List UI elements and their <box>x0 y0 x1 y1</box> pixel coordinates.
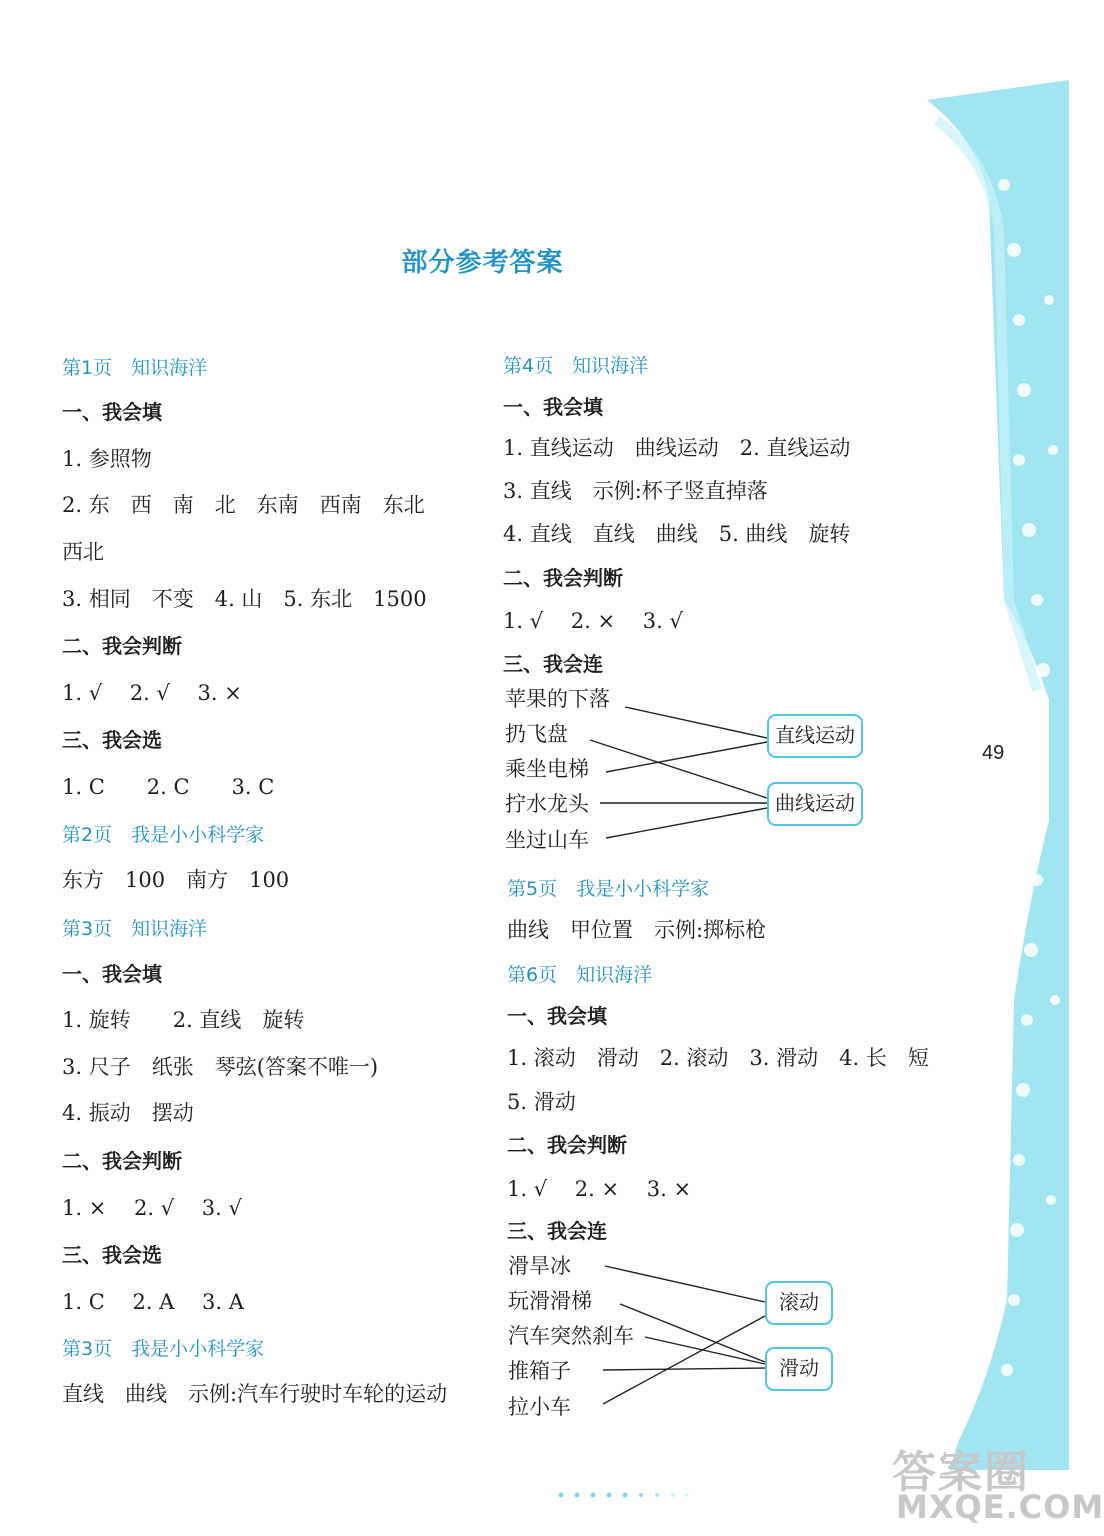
connect-item: 汽车突然刹车 <box>508 1324 634 1348</box>
answer-line: 1. √ 2. × 3. √ <box>503 609 683 633</box>
answer-line: 直线 曲线 示例:汽车行驶时车轮的运动 <box>62 1382 448 1406</box>
connect-item: 滑旱冰 <box>508 1254 571 1278</box>
answer-line: 1. √ 2. × 3. × <box>507 1177 692 1201</box>
section-title-p3b: 第3页 我是小小科学家 <box>62 1338 265 1360</box>
section-title-p5: 第5页 我是小小科学家 <box>507 878 710 900</box>
connect-box-sliding: 滑动 <box>765 1347 833 1391</box>
connect-item: 扔飞盘 <box>505 722 568 746</box>
answer-line: 1. 旋转 2. 直线 旋转 <box>62 1008 305 1032</box>
section-title-p2: 第2页 我是小小科学家 <box>62 824 265 846</box>
decorative-dots <box>555 1489 695 1501</box>
connect-heading: 三、我会连 <box>507 1219 607 1243</box>
answer-line: 4. 直线 直线 曲线 5. 曲线 旋转 <box>503 522 851 546</box>
choose-heading: 三、我会选 <box>62 728 162 752</box>
watermark-text: 答案圈 <box>892 1447 1030 1498</box>
choose-heading: 三、我会选 <box>62 1243 162 1267</box>
connect-item: 拧水龙头 <box>505 792 589 816</box>
answer-line: 1. 参照物 <box>62 447 152 471</box>
connect-box-rolling: 滚动 <box>765 1281 833 1325</box>
connect-item: 推箱子 <box>508 1359 571 1383</box>
answer-line: 5. 滑动 <box>507 1090 576 1114</box>
fill-heading: 一、我会填 <box>62 400 162 424</box>
answer-line: 1. C 2. A 3. A <box>62 1290 244 1314</box>
answer-line: 东方 100 南方 100 <box>62 868 290 892</box>
judge-heading: 二、我会判断 <box>503 566 623 590</box>
fill-heading: 一、我会填 <box>507 1004 607 1028</box>
fill-heading: 一、我会填 <box>503 395 603 419</box>
connect-heading: 三、我会连 <box>503 652 603 676</box>
answer-line: 3. 尺子 纸张 琴弦(答案不唯一) <box>62 1055 379 1079</box>
connect-box-straight: 直线运动 <box>767 714 863 758</box>
section-title-p3: 第3页 知识海洋 <box>62 918 208 940</box>
section-title-p1: 第1页 知识海洋 <box>62 357 208 379</box>
answer-line: 西北 <box>62 540 104 564</box>
answer-line: 1. 滚动 滑动 2. 滚动 3. 滑动 4. 长 短 <box>507 1046 929 1070</box>
answer-line: 2. 东 西 南 北 东南 西南 东北 <box>62 493 425 517</box>
connect-item: 玩滑滑梯 <box>508 1289 592 1313</box>
page-number: 49 <box>982 742 1005 764</box>
judge-heading: 二、我会判断 <box>62 1149 182 1173</box>
page-title: 部分参考答案 <box>401 248 564 278</box>
answer-line: 1. C 2. C 3. C <box>62 775 275 799</box>
answer-line: 1. √ 2. √ 3. × <box>62 681 242 705</box>
connect-item: 乘坐电梯 <box>505 757 589 781</box>
section-title-p4: 第4页 知识海洋 <box>503 355 649 377</box>
section-title-p6: 第6页 知识海洋 <box>507 964 653 986</box>
connect-item: 拉小车 <box>508 1395 571 1419</box>
fill-heading: 一、我会填 <box>62 962 162 986</box>
watermark-logo <box>892 1436 1104 1532</box>
connect-item: 苹果的下落 <box>505 687 610 711</box>
answer-line: 曲线 甲位置 示例:掷标枪 <box>507 918 767 942</box>
answer-line: 3. 直线 示例:杯子竖直掉落 <box>503 479 768 503</box>
answer-line: 1. 直线运动 曲线运动 2. 直线运动 <box>503 436 851 460</box>
connect-box-curve: 曲线运动 <box>767 782 863 826</box>
answer-line: 3. 相同 不变 4. 山 5. 东北 1500 <box>62 587 427 611</box>
answer-line: 4. 振动 摆动 <box>62 1101 194 1125</box>
judge-heading: 二、我会判断 <box>507 1133 627 1157</box>
judge-heading: 二、我会判断 <box>62 634 182 658</box>
watermark-url: MXQE.COM <box>896 1488 1104 1526</box>
connect-item: 坐过山车 <box>505 828 589 852</box>
answer-line: 1. × 2. √ 3. √ <box>62 1196 242 1220</box>
